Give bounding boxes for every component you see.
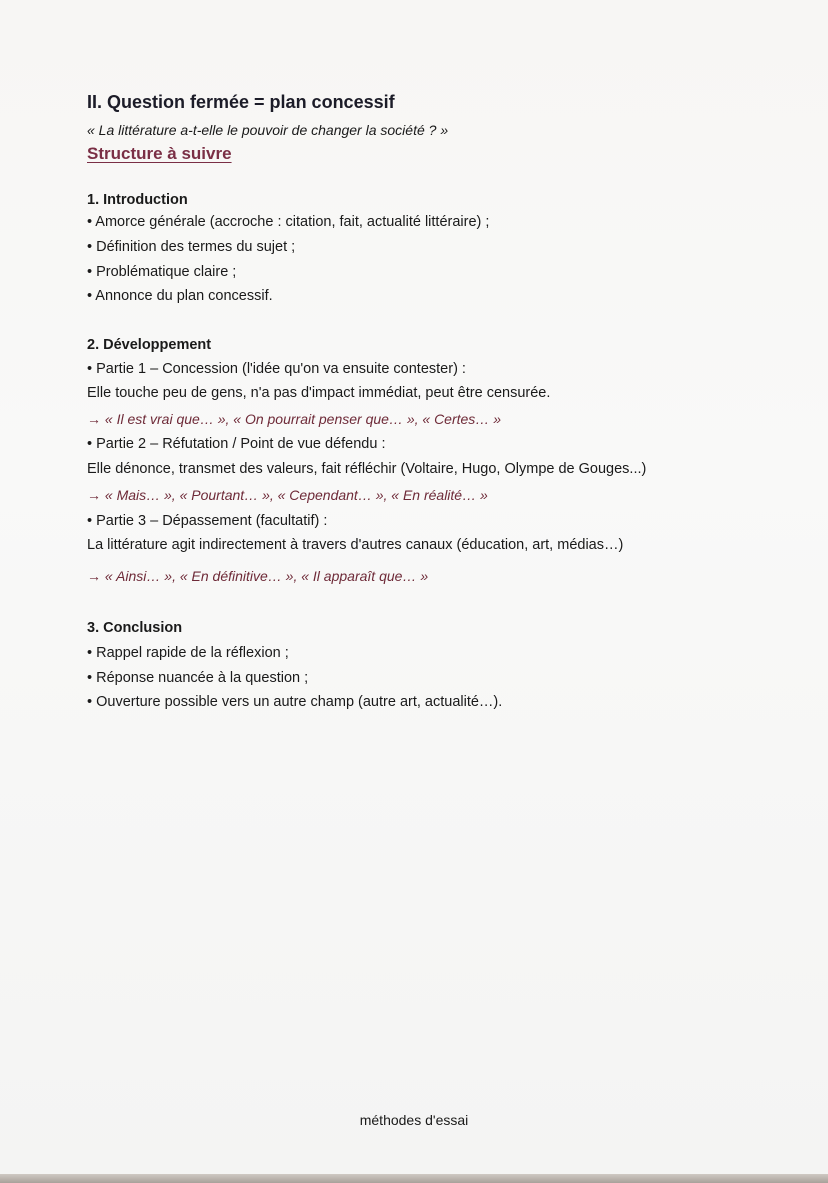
page-edge-shadow — [0, 1174, 828, 1183]
body-text: Elle touche peu de gens, n'a pas d'impact immédiat, peut être censurée. — [87, 385, 551, 401]
body-text: La littérature agit indirectement à travers d'autres canaux (éducation, art, médias…) — [87, 537, 624, 553]
example-connectors: → « Ainsi… », « En définitive… », « Il apparaît que… » — [87, 568, 429, 584]
section-heading-conclusion: 3. Conclusion — [87, 620, 183, 636]
list-item: • Partie 3 – Dépassement (facultatif) : — [87, 513, 328, 529]
structure-heading: Structure à suivre — [87, 144, 232, 163]
list-item: • Définition des termes du sujet ; — [87, 239, 296, 255]
list-item: • Amorce générale (accroche : citation, fait, actualité littéraire) ; — [87, 214, 490, 230]
section-heading-developpement: 2. Développement — [87, 337, 212, 353]
list-item: • Problématique claire ; — [87, 264, 237, 280]
list-item: • Annonce du plan concessif. — [87, 288, 273, 304]
example-connectors: → « Mais… », « Pourtant… », « Cependant… », « En réalité… » — [87, 487, 488, 503]
page-title: II. Question fermée = plan concessif — [87, 92, 395, 112]
body-text: Elle dénonce, transmet des valeurs, fait réfléchir (Voltaire, Hugo, Olympe de Gouges...) — [87, 461, 647, 477]
example-connectors: → « Il est vrai que… », « On pourrait penser que… », « Certes… » — [87, 411, 501, 427]
section-heading-introduction: 1. Introduction — [87, 192, 188, 208]
list-item: • Rappel rapide de la réflexion ; — [87, 645, 289, 661]
list-item: • Partie 2 – Réfutation / Point de vue défendu : — [87, 436, 386, 452]
list-item: • Partie 1 – Concession (l'idée qu'on va ensuite contester) : — [87, 361, 466, 377]
list-item: • Ouverture possible vers un autre champ (autre art, actualité…). — [87, 694, 503, 710]
subject-question: « La littérature a-t-elle le pouvoir de changer la société ? » — [87, 122, 449, 138]
list-item: • Réponse nuancée à la question ; — [87, 670, 309, 686]
page-footer: méthodes d'essai — [359, 1112, 469, 1128]
